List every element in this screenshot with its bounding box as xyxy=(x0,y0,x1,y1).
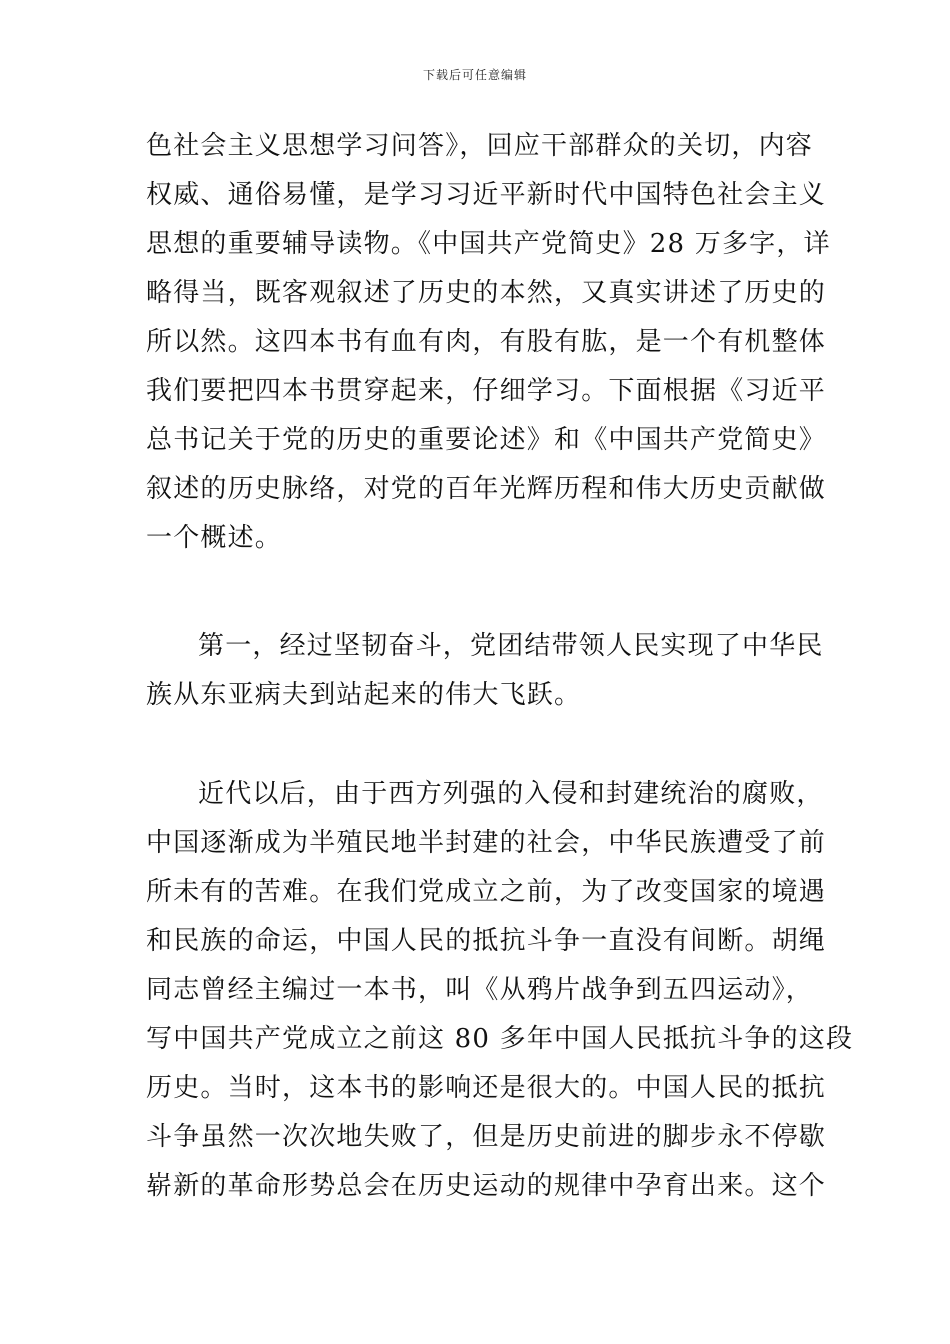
paragraph-history xyxy=(146,770,854,1211)
text-line: 总书记关于党的历史的重要论述》和《中国共产党简史》 xyxy=(146,425,827,455)
text-line: 斗争虽然一次次地失败了，但是历史前进的脚步永不停歇 xyxy=(146,1122,827,1152)
text-line: 所以然。这四本书有血有肉，有股有肱，是一个有机整体 xyxy=(146,327,827,357)
text-line: 所未有的苦难。在我们党成立之前，为了改变国家的境遇 xyxy=(146,877,827,907)
text-line: 一个概述。 xyxy=(146,523,283,553)
text-line: 近代以后，由于西方列强的入侵和封建统治的腐败， xyxy=(198,779,824,809)
text-line: 崭新的革命形势总会在历史运动的规律中孕育出来。这个 xyxy=(146,1171,827,1201)
text-line: 族从东亚病夫到站起来的伟大飞跃。 xyxy=(146,680,582,710)
page-header: 下载后可任意编辑 xyxy=(422,68,527,82)
paragraph-intro xyxy=(146,122,831,563)
text-line: 色社会主义思想学习问答》，回应干部群众的关切，内容 xyxy=(146,131,814,161)
text-line: 第一，经过坚韧奋斗，党团结带领人民实现了中华民 xyxy=(198,631,824,661)
text-line: 中国逐渐成为半殖民地半封建的社会，中华民族遭受了前 xyxy=(146,828,827,858)
text-line: 叙述的历史脉络，对党的百年光辉历程和伟大历史贡献做 xyxy=(146,474,827,504)
text-line: 和民族的命运，中国人民的抵抗斗争一直没有间断。胡绳 xyxy=(146,926,827,956)
text-line: 同志曾经主编过一本书，叫《从鸦片战争到五四运动》， xyxy=(146,975,814,1005)
text-line: 略得当，既客观叙述了历史的本然，又真实讲述了历史的 xyxy=(146,278,827,308)
text-line: 我们要把四本书贯穿起来，仔细学习。下面根据《习近平 xyxy=(146,376,827,406)
text-line: 思想的重要辅导读物。《中国共产党简史》28 万多字，详 xyxy=(146,229,831,259)
text-line: 权威、通俗易懂，是学习习近平新时代中国特色社会主义 xyxy=(146,180,827,210)
text-line: 历史。当时，这本书的影响还是很大的。中国人民的抵抗 xyxy=(146,1073,827,1103)
paragraph-section-heading xyxy=(146,622,824,720)
text-line: 写中国共产党成立之前这 80 多年中国人民抵抗斗争的这段 xyxy=(146,1024,854,1054)
